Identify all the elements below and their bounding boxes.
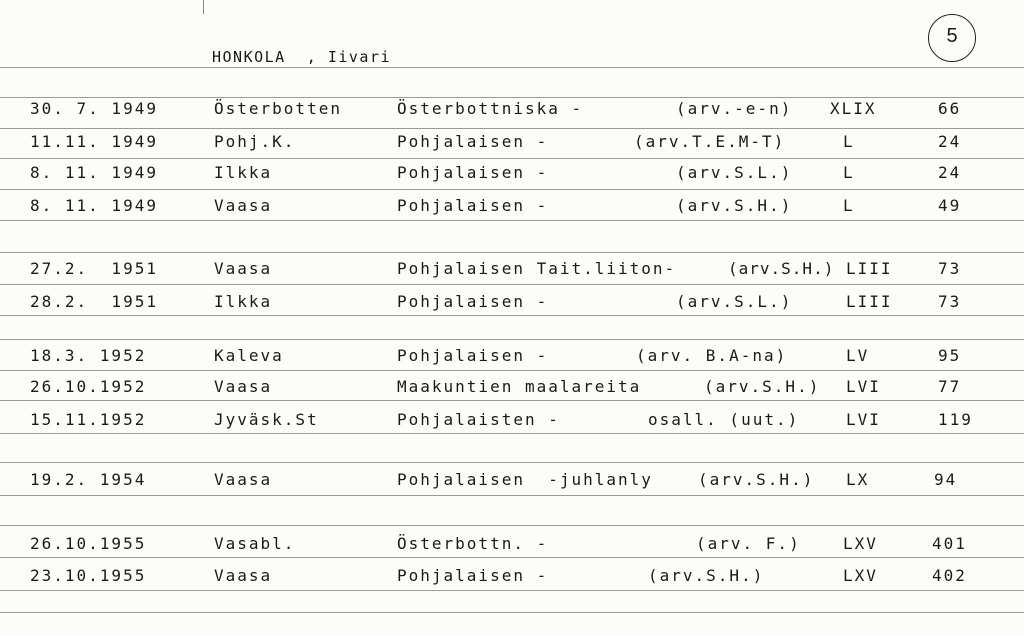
ruled-line bbox=[0, 495, 1024, 496]
entry-number: 24 bbox=[938, 132, 962, 151]
entry-reviewer: (arv.S.L.) bbox=[676, 163, 793, 182]
entry-title: Pohjalaisten - bbox=[397, 410, 560, 429]
ruled-line bbox=[0, 462, 1024, 463]
ruled-line bbox=[0, 158, 1024, 159]
entry-volume: L bbox=[843, 132, 855, 151]
ruled-line bbox=[0, 189, 1024, 190]
entry-title: Pohjalaisen -juhlanly bbox=[397, 470, 653, 489]
entry-title: Pohjalaisen - bbox=[397, 163, 549, 182]
entry-date: 27.2. 1951 bbox=[30, 259, 158, 278]
author-name: HONKOLA , Iivari bbox=[212, 48, 392, 66]
entry-volume: LX bbox=[846, 470, 870, 489]
entry-paper: Vaasa bbox=[214, 259, 273, 278]
entry-title: Pohjalaisen - bbox=[397, 196, 549, 215]
entry-volume: LVI bbox=[846, 410, 881, 429]
entry-volume: LVI bbox=[846, 377, 881, 396]
entry-reviewer: (arv. B.A-na) bbox=[636, 346, 788, 365]
entry-title: Pohjalaisen - bbox=[397, 346, 549, 365]
entry-title: Pohjalaisen - bbox=[397, 132, 549, 151]
entry-reviewer: (arv.S.H.) bbox=[704, 377, 821, 396]
ruled-line bbox=[0, 590, 1024, 591]
entry-number: 73 bbox=[938, 259, 962, 278]
entry-number: 66 bbox=[938, 99, 962, 118]
ruled-line bbox=[0, 315, 1024, 316]
ruled-line bbox=[0, 557, 1024, 558]
entry-date: 8. 11. 1949 bbox=[30, 196, 158, 215]
ruled-line bbox=[0, 612, 1024, 613]
ruled-line bbox=[0, 67, 1024, 68]
ruled-line bbox=[0, 370, 1024, 371]
ruled-line bbox=[0, 400, 1024, 401]
entry-volume: L bbox=[843, 163, 855, 182]
entry-title: Österbottniska - bbox=[397, 99, 584, 118]
ruled-line bbox=[0, 220, 1024, 221]
entry-date: 26.10.1955 bbox=[30, 534, 147, 553]
entry-date: 19.2. 1954 bbox=[30, 470, 147, 489]
ruled-line bbox=[0, 433, 1024, 434]
entry-title: Österbottn. - bbox=[397, 534, 549, 553]
entry-reviewer: (arv.S.H.) bbox=[676, 196, 793, 215]
entry-volume: LV bbox=[846, 346, 870, 365]
entry-title: Pohjalaisen Tait.liiton- bbox=[397, 259, 677, 278]
entry-volume: LXV bbox=[843, 566, 878, 585]
entry-reviewer: (arv. F.) bbox=[696, 534, 801, 553]
entry-date: 26.10.1952 bbox=[30, 377, 147, 396]
entry-paper: Vaasa bbox=[214, 470, 273, 489]
card-number-circle bbox=[928, 14, 976, 62]
entry-number: 95 bbox=[938, 346, 962, 365]
entry-number: 119 bbox=[938, 410, 973, 429]
entry-reviewer: (arv.S.L.) bbox=[676, 292, 793, 311]
entry-date: 28.2. 1951 bbox=[30, 292, 158, 311]
entry-paper: Vaasa bbox=[214, 377, 273, 396]
entry-reviewer: (arv.-e-n) bbox=[676, 99, 793, 118]
ruled-line bbox=[0, 252, 1024, 253]
entry-reviewer: (arv.T.E.M-T) bbox=[634, 132, 786, 151]
entry-paper: Vasabl. bbox=[214, 534, 296, 553]
entry-paper: Ilkka bbox=[214, 292, 273, 311]
entry-title: Pohjalaisen - bbox=[397, 566, 549, 585]
ruled-line bbox=[0, 284, 1024, 285]
margin-mark bbox=[203, 0, 204, 14]
entry-number: 24 bbox=[938, 163, 962, 182]
entry-number: 49 bbox=[938, 196, 962, 215]
entry-reviewer: osall. (uut.) bbox=[648, 410, 800, 429]
entry-reviewer: (arv.S.H.) bbox=[648, 566, 765, 585]
entry-date: 8. 11. 1949 bbox=[30, 163, 158, 182]
entry-volume: LXV bbox=[843, 534, 878, 553]
entry-paper: Vaasa bbox=[214, 196, 273, 215]
ruled-line bbox=[0, 339, 1024, 340]
entry-title: Pohjalaisen - bbox=[397, 292, 549, 311]
entry-number: 77 bbox=[938, 377, 962, 396]
entry-paper: Ilkka bbox=[214, 163, 273, 182]
entry-paper: Pohj.K. bbox=[214, 132, 296, 151]
entry-number: 73 bbox=[938, 292, 962, 311]
entry-volume: LIII bbox=[846, 292, 893, 311]
card-number: 5 bbox=[946, 25, 958, 47]
ruled-line bbox=[0, 128, 1024, 129]
entry-volume: LIII bbox=[846, 259, 893, 278]
entry-reviewer: (arv.S.H.) bbox=[698, 470, 815, 489]
entry-paper: Österbotten bbox=[214, 99, 342, 118]
entry-number: 94 bbox=[934, 470, 958, 489]
entry-paper: Kaleva bbox=[214, 346, 284, 365]
ruled-line bbox=[0, 525, 1024, 526]
entry-paper: Jyväsk.St bbox=[214, 410, 319, 429]
ruled-line bbox=[0, 97, 1024, 98]
entry-reviewer: (arv.S.H.) bbox=[728, 259, 835, 278]
entry-volume: L bbox=[843, 196, 855, 215]
entry-date: 15.11.1952 bbox=[30, 410, 147, 429]
entry-date: 30. 7. 1949 bbox=[30, 99, 158, 118]
entry-number: 402 bbox=[932, 566, 967, 585]
entry-number: 401 bbox=[932, 534, 967, 553]
entry-title: Maakuntien maalareita bbox=[397, 377, 642, 396]
entry-date: 11.11. 1949 bbox=[30, 132, 158, 151]
entry-volume: XLIX bbox=[830, 99, 877, 118]
entry-date: 23.10.1955 bbox=[30, 566, 147, 585]
entry-date: 18.3. 1952 bbox=[30, 346, 147, 365]
entry-paper: Vaasa bbox=[214, 566, 273, 585]
